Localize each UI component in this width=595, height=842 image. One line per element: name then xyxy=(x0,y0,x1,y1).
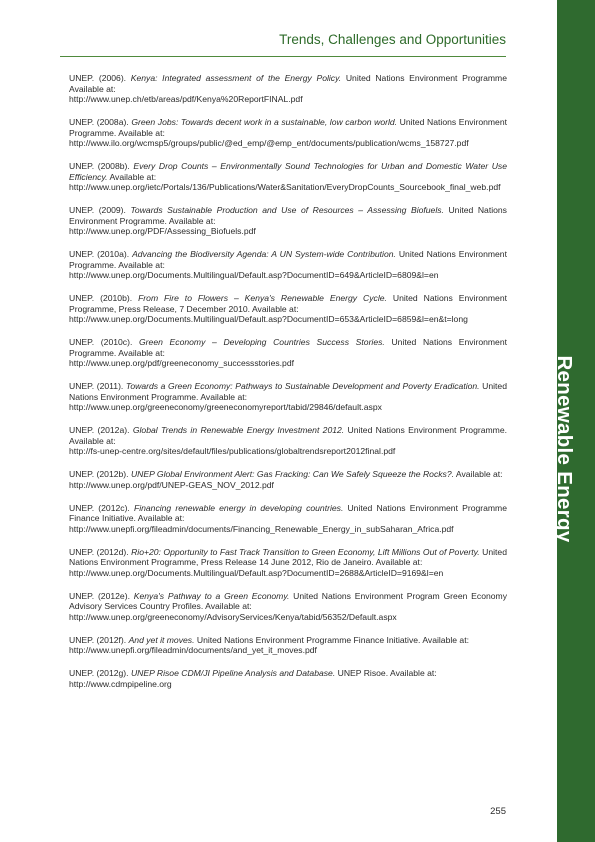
reference-publisher: United Nations Environment Programme. Available at: xyxy=(69,117,507,138)
reference-publisher: United Nations Environment Programme. Available at: xyxy=(69,337,507,358)
reference-publisher: United Nations Environment Programme. Available at: xyxy=(69,249,507,270)
reference-entry xyxy=(69,205,507,237)
reference-author-year: UNEP. (2012a). xyxy=(69,425,133,435)
reference-author-year: UNEP. (2012g). xyxy=(69,668,131,678)
reference-url[interactable]: http://www.unep.org/greeneconomy/greeneconomyreport/tabid/29846/default.aspx xyxy=(69,402,382,412)
reference-url[interactable]: http://www.unep.org/Documents.Multilingual/Default.asp?DocumentID=653&ArticleID=6859&l=en&t=long xyxy=(69,314,468,324)
running-header: Trends, Challenges and Opportunities xyxy=(279,32,506,47)
reference-publisher: Available at: xyxy=(107,171,157,182)
reference-title: Global Trends in Renewable Energy Investment 2012. xyxy=(132,425,345,435)
reference-entry xyxy=(69,425,507,457)
reference-entry xyxy=(69,503,507,535)
reference-entry xyxy=(69,668,507,689)
reference-url[interactable]: http://www.unep.org/ietc/Portals/136/Publications/Water&Sanitation/EveryDropCounts_Sourcebook_final_web.pdf xyxy=(69,182,501,192)
reference-title: Financing renewable energy in developing countries. xyxy=(133,502,344,513)
reference-title: Towards a Green Economy: Pathways to Sustainable Development and Poverty Eradication. xyxy=(125,381,480,391)
reference-publisher: Available at: xyxy=(454,469,503,479)
reference-list xyxy=(69,73,507,702)
reference-publisher: United Nations Environment Programme Finance Initiative. Available at: xyxy=(194,634,469,645)
reference-url[interactable]: http://www.unep.ch/etb/areas/pdf/Kenya%20ReportFINAL.pdf xyxy=(69,94,303,104)
reference-entry xyxy=(69,635,507,656)
reference-author-year: UNEP. (2012b). xyxy=(69,469,131,479)
reference-publisher: United Nations Environment Programme. Available at: xyxy=(69,425,507,446)
reference-url[interactable]: http://www.unep.org/Documents.Multilingual/Default.asp?DocumentID=649&ArticleID=6809&l=en xyxy=(69,270,439,280)
reference-publisher: United Nations Environment Programme Available at: xyxy=(69,73,507,94)
reference-title: Green Economy – Developing Countries Success Stories. xyxy=(139,337,385,347)
reference-url[interactable]: http://www.unep.org/greeneconomy/AdvisoryServices/Kenya/tabid/56352/Default.aspx xyxy=(69,611,397,622)
reference-url[interactable]: http://fs-unep-centre.org/sites/default/files/publications/globaltrendsreport2012final.pdf xyxy=(69,446,396,456)
reference-entry xyxy=(69,73,507,105)
reference-author-year: UNEP. (2011). xyxy=(69,381,126,391)
reference-title: Advancing the Biodiversity Agenda: A UN System-wide Contribution. xyxy=(132,249,396,259)
reference-url[interactable]: http://www.unep.org/PDF/Assessing_Biofuels.pdf xyxy=(69,226,256,236)
reference-publisher: UNEP Risoe. Available at: xyxy=(335,668,437,678)
reference-publisher: United Nations Environment Programme. Available at: xyxy=(69,205,507,226)
reference-author-year: UNEP. (2008b). xyxy=(69,161,134,171)
reference-entry xyxy=(69,591,507,623)
header-divider xyxy=(60,56,506,57)
reference-title: Kenya: Integrated assessment of the Energy Policy. xyxy=(130,73,342,83)
reference-url[interactable]: http://www.cdmpipeline.org xyxy=(69,678,172,689)
reference-title: UNEP Risoe CDM/JI Pipeline Analysis and Database. xyxy=(130,668,336,678)
reference-publisher: United Nations Environment Programme Finance Initiative. Available at: xyxy=(69,502,507,523)
reference-author-year: UNEP. (2010a). xyxy=(69,249,133,259)
reference-entry xyxy=(69,381,507,413)
reference-publisher: United Nations Environment Program Green Economy Advisory Services Country Profiles. Available at: xyxy=(69,590,507,611)
reference-author-year: UNEP. (2012d). xyxy=(69,546,132,557)
reference-entry xyxy=(69,547,507,579)
reference-url[interactable]: http://www.unep.org/Documents.Multilingual/Default.asp?DocumentID=2688&ArticleID=9169&l=en xyxy=(69,567,444,578)
reference-entry xyxy=(69,249,507,281)
reference-entry xyxy=(69,161,507,193)
reference-title: Towards Sustainable Production and Use of Resources – Assessing Biofuels. xyxy=(130,205,444,215)
reference-title: And yet it moves. xyxy=(128,634,195,645)
reference-url[interactable]: http://www.unepfi.org/fileadmin/documents/and_yet_it_moves.pdf xyxy=(69,645,317,655)
reference-author-year: UNEP. (2010b). xyxy=(69,293,139,303)
reference-title: UNEP Global Environment Alert: Gas Fracking: Can We Safely Squeeze the Rocks?. xyxy=(130,469,454,479)
reference-entry xyxy=(69,117,507,149)
reference-title: From Fire to Flowers – Kenya's Renewable Energy Cycle. xyxy=(138,293,387,303)
reference-entry xyxy=(69,469,507,490)
page-number: 255 xyxy=(490,806,506,817)
reference-author-year: UNEP. (2006). xyxy=(69,73,131,83)
reference-title: Rio+20: Opportunity to Fast Track Transition to Green Economy, Lift Millions Out of Poverty. xyxy=(131,546,480,557)
reference-entry xyxy=(69,293,507,325)
reference-url[interactable]: http://www.unep.org/pdf/greeneconomy_successstories.pdf xyxy=(69,358,294,368)
reference-url[interactable]: http://www.unep.org/pdf/UNEP-GEAS_NOV_2012.pdf xyxy=(69,479,274,490)
reference-author-year: UNEP. (2012f). xyxy=(69,634,129,645)
reference-title: Kenya's Pathway to a Green Economy. xyxy=(133,590,290,601)
reference-title: Green Jobs: Towards decent work in a sustainable, low carbon world. xyxy=(131,117,398,127)
reference-publisher: United Nations Environment Programme, Press Release 14 June 2012, Rio de Janeiro. Available at: xyxy=(69,546,507,567)
reference-publisher: United Nations Environment Programme. Available at: xyxy=(69,381,507,402)
reference-author-year: UNEP. (2012e). xyxy=(69,590,134,601)
reference-url[interactable]: http://www.unepfi.org/fileadmin/documents/Financing_Renewable_Energy_in_subSaharan_Africa.pdf xyxy=(69,523,454,534)
reference-publisher: United Nations Environment Programme, Press Release, 7 December 2010. Available at: xyxy=(69,293,507,314)
reference-author-year: UNEP. (2010c). xyxy=(69,337,139,347)
reference-entry xyxy=(69,337,507,369)
reference-author-year: UNEP. (2009). xyxy=(69,205,131,215)
reference-author-year: UNEP. (2008a). xyxy=(69,117,132,127)
reference-author-year: UNEP. (2012c). xyxy=(69,502,134,513)
reference-url[interactable]: http://www.ilo.org/wcmsp5/groups/public/@ed_emp/@emp_ent/documents/publication/wcms_158727.pdf xyxy=(69,138,469,148)
chapter-sidebar-title: Renewable Energy xyxy=(553,355,576,543)
reference-title: Every Drop Counts – Environmentally Sound Technologies for Urban and Domestic Water Use Efficiency. xyxy=(69,161,507,182)
